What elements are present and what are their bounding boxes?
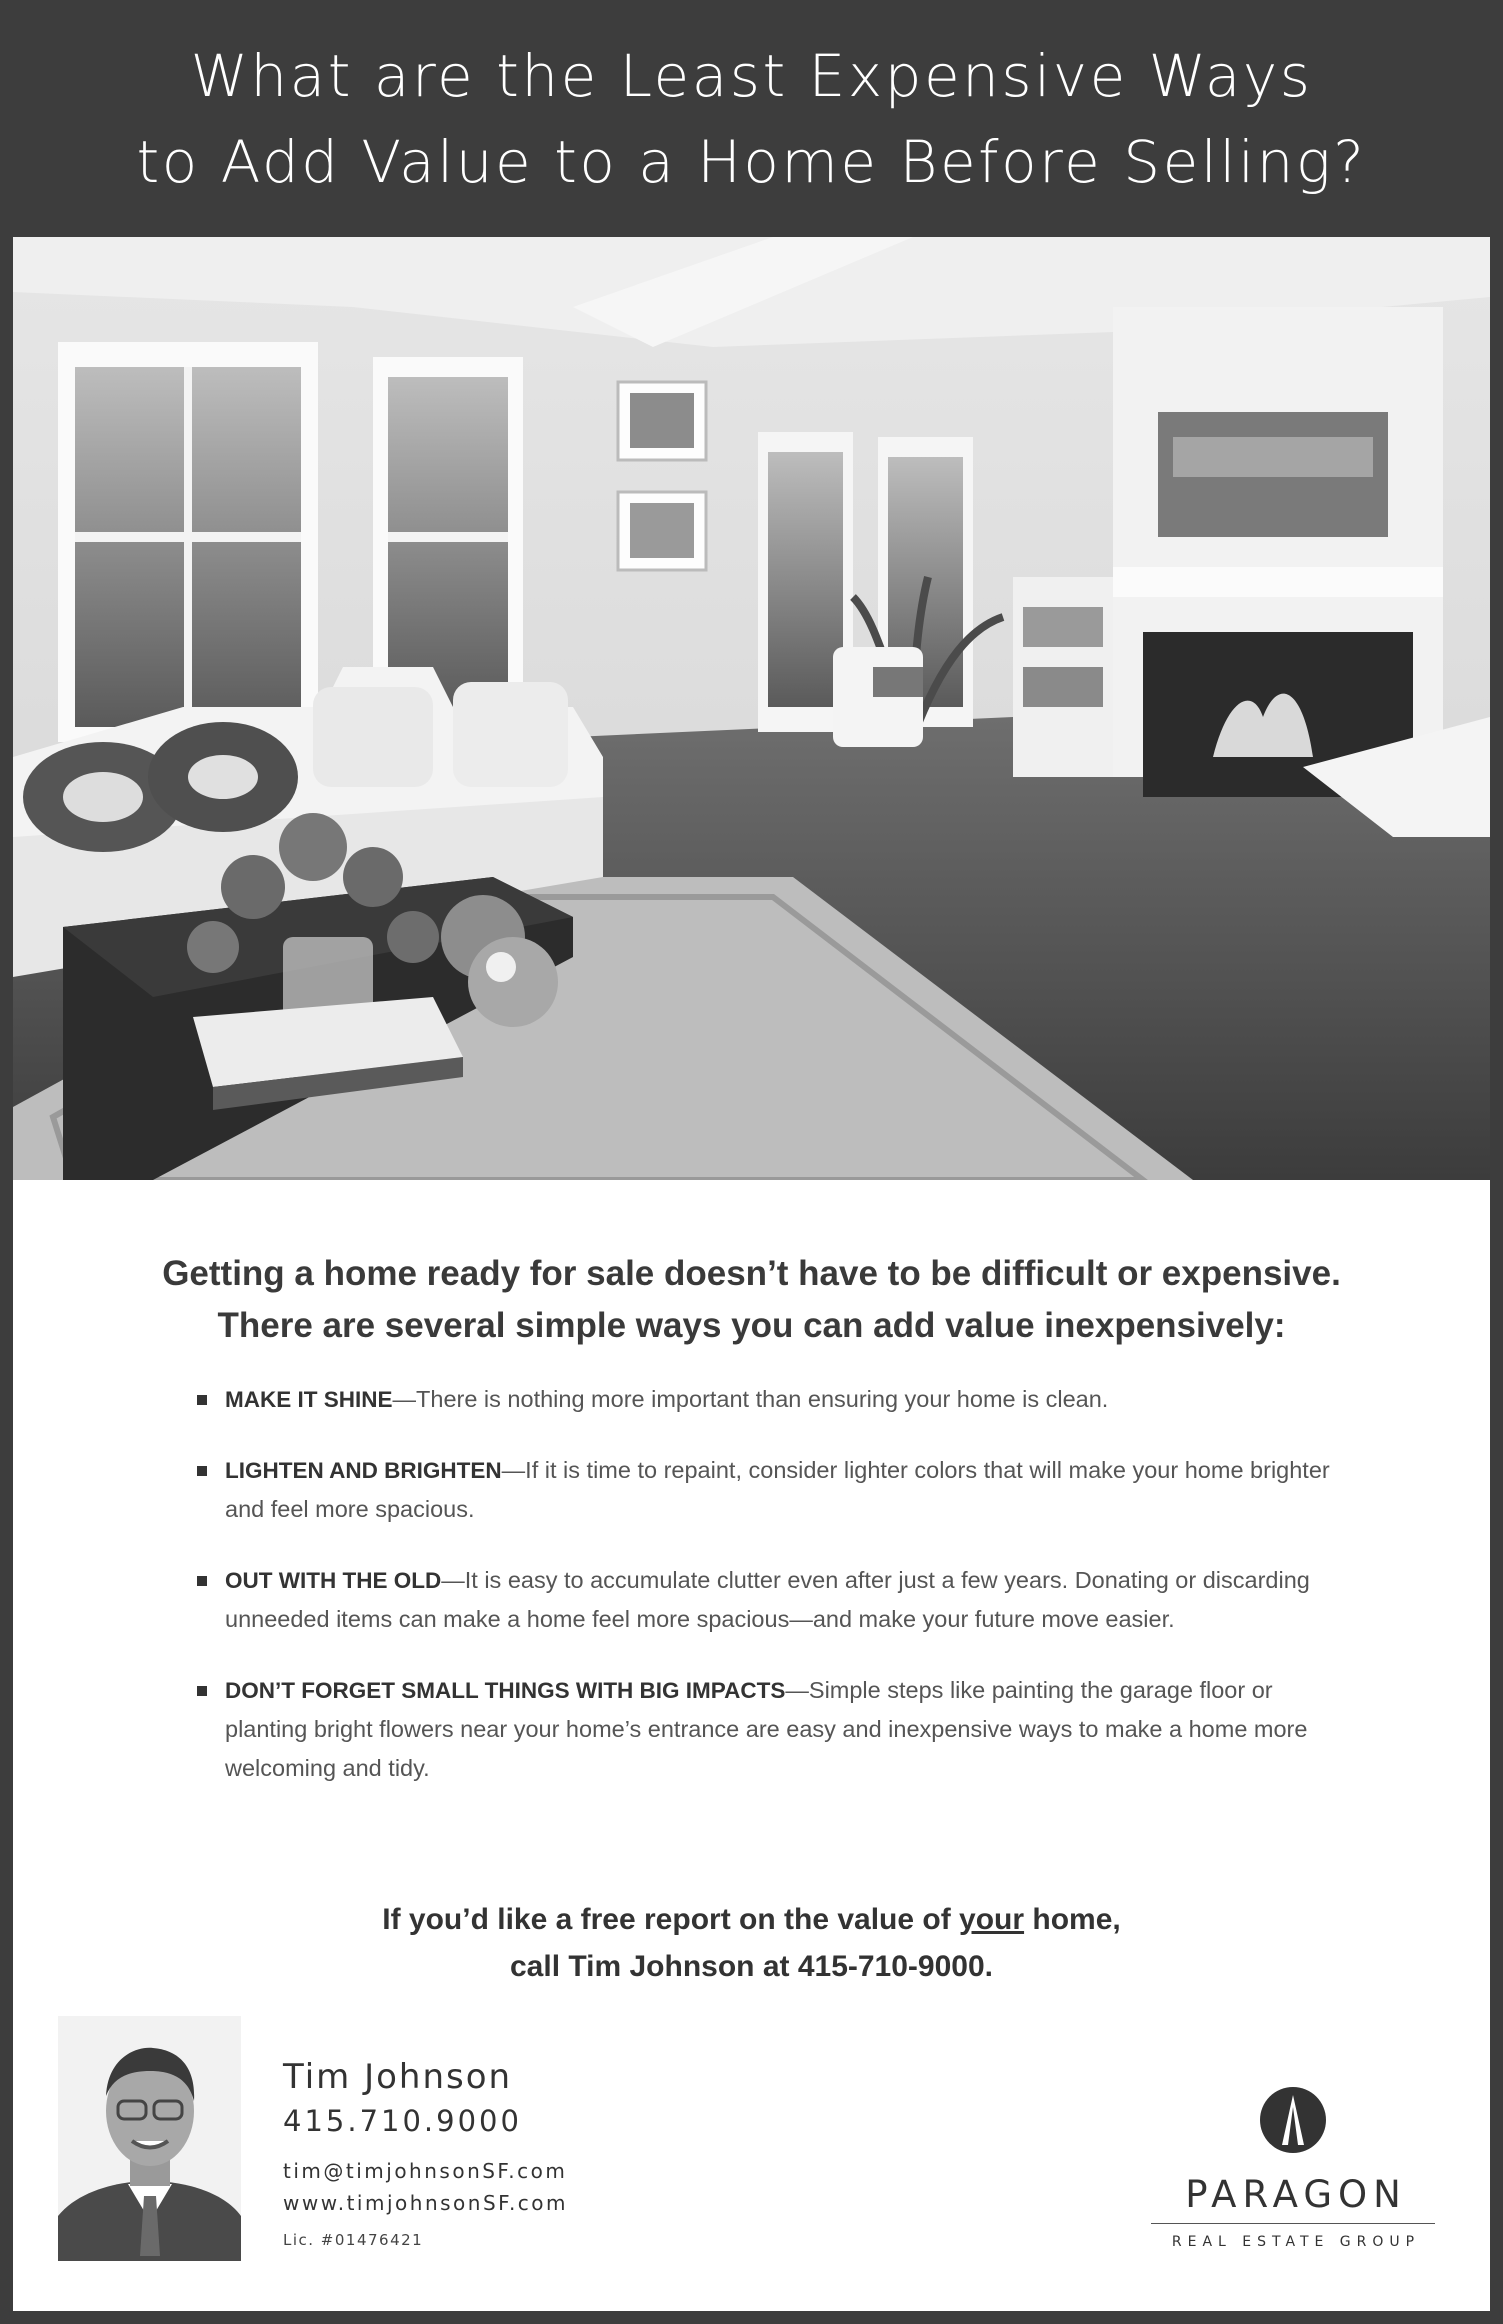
logo-name: PARAGON bbox=[1185, 2173, 1407, 2216]
tip-heading: OUT WITH THE OLD bbox=[225, 1568, 442, 1593]
tip-item bbox=[187, 1451, 1347, 1529]
agent-email: tim@timjohnsonSF.com bbox=[283, 2159, 568, 2183]
tip-heading: LIGHTEN AND BRIGHTEN bbox=[225, 1458, 502, 1483]
cta-text: If you’d like a free report on the value of bbox=[382, 1903, 960, 1936]
cta-line-1 bbox=[13, 1896, 1490, 1943]
content-panel bbox=[13, 1180, 1490, 2311]
logo-divider bbox=[1151, 2223, 1435, 2224]
cta-line-2: call Tim Johnson at 415-710-9000. bbox=[509, 1950, 993, 1983]
cta-emphasis: your bbox=[959, 1903, 1025, 1936]
bullet-square-icon bbox=[197, 1466, 207, 1476]
bullet-square-icon bbox=[197, 1686, 207, 1696]
agent-portrait bbox=[58, 2016, 241, 2261]
paragon-logo bbox=[1143, 2085, 1443, 2250]
tip-heading: MAKE IT SHINE bbox=[225, 1387, 393, 1412]
headline-line-1: What are the Least Expensive Ways bbox=[190, 41, 1313, 110]
intro-line-1: Getting a home ready for sale doesn’t have to be difficult or expensive. bbox=[162, 1254, 1341, 1293]
tip-body: —If it is time to repaint, consider lighter colors that will make your home brighter and feel more spacious. bbox=[225, 1457, 1330, 1522]
agent-phone: 415.710.9000 bbox=[283, 2104, 522, 2138]
bullet-square-icon bbox=[197, 1395, 207, 1405]
agent-name: Tim Johnson bbox=[283, 2057, 513, 2097]
intro-text bbox=[13, 1248, 1490, 1352]
tip-item bbox=[187, 1380, 1347, 1419]
intro-line-2: There are several simple ways you can add value inexpensively: bbox=[217, 1306, 1286, 1345]
tip-heading: DON’T FORGET SMALL THINGS WITH BIG IMPACTS bbox=[225, 1678, 786, 1703]
header-banner bbox=[0, 0, 1503, 237]
agent-website: www.timjohnsonSF.com bbox=[283, 2191, 569, 2215]
headline-line-2: to Add Value to a Home Before Selling? bbox=[136, 127, 1367, 196]
tip-item bbox=[187, 1561, 1347, 1639]
logo-subtitle: REAL ESTATE GROUP bbox=[1171, 2234, 1421, 2250]
agent-contact bbox=[283, 2055, 568, 2249]
call-to-action bbox=[13, 1896, 1490, 1990]
living-room-photo bbox=[13, 237, 1490, 1180]
tips-list bbox=[187, 1380, 1347, 1820]
tip-body: —Simple steps like painting the garage floor or planting bright flowers near your home’s entrance are easy and inexpensive ways to make a home more welcoming and tidy. bbox=[225, 1677, 1308, 1781]
agent-license: Lic. #01476421 bbox=[283, 2231, 424, 2249]
bullet-square-icon bbox=[197, 1576, 207, 1586]
tip-item bbox=[187, 1671, 1347, 1788]
paragon-logo-icon bbox=[1258, 2085, 1328, 2155]
cta-text: home, bbox=[1024, 1903, 1121, 1936]
tip-body: —It is easy to accumulate clutter even after just a few years. Donating or discarding unneeded items can make a home feel more spacious—and make your future move easier. bbox=[225, 1567, 1310, 1632]
tip-body: —There is nothing more important than ensuring your home is clean. bbox=[392, 1386, 1109, 1412]
